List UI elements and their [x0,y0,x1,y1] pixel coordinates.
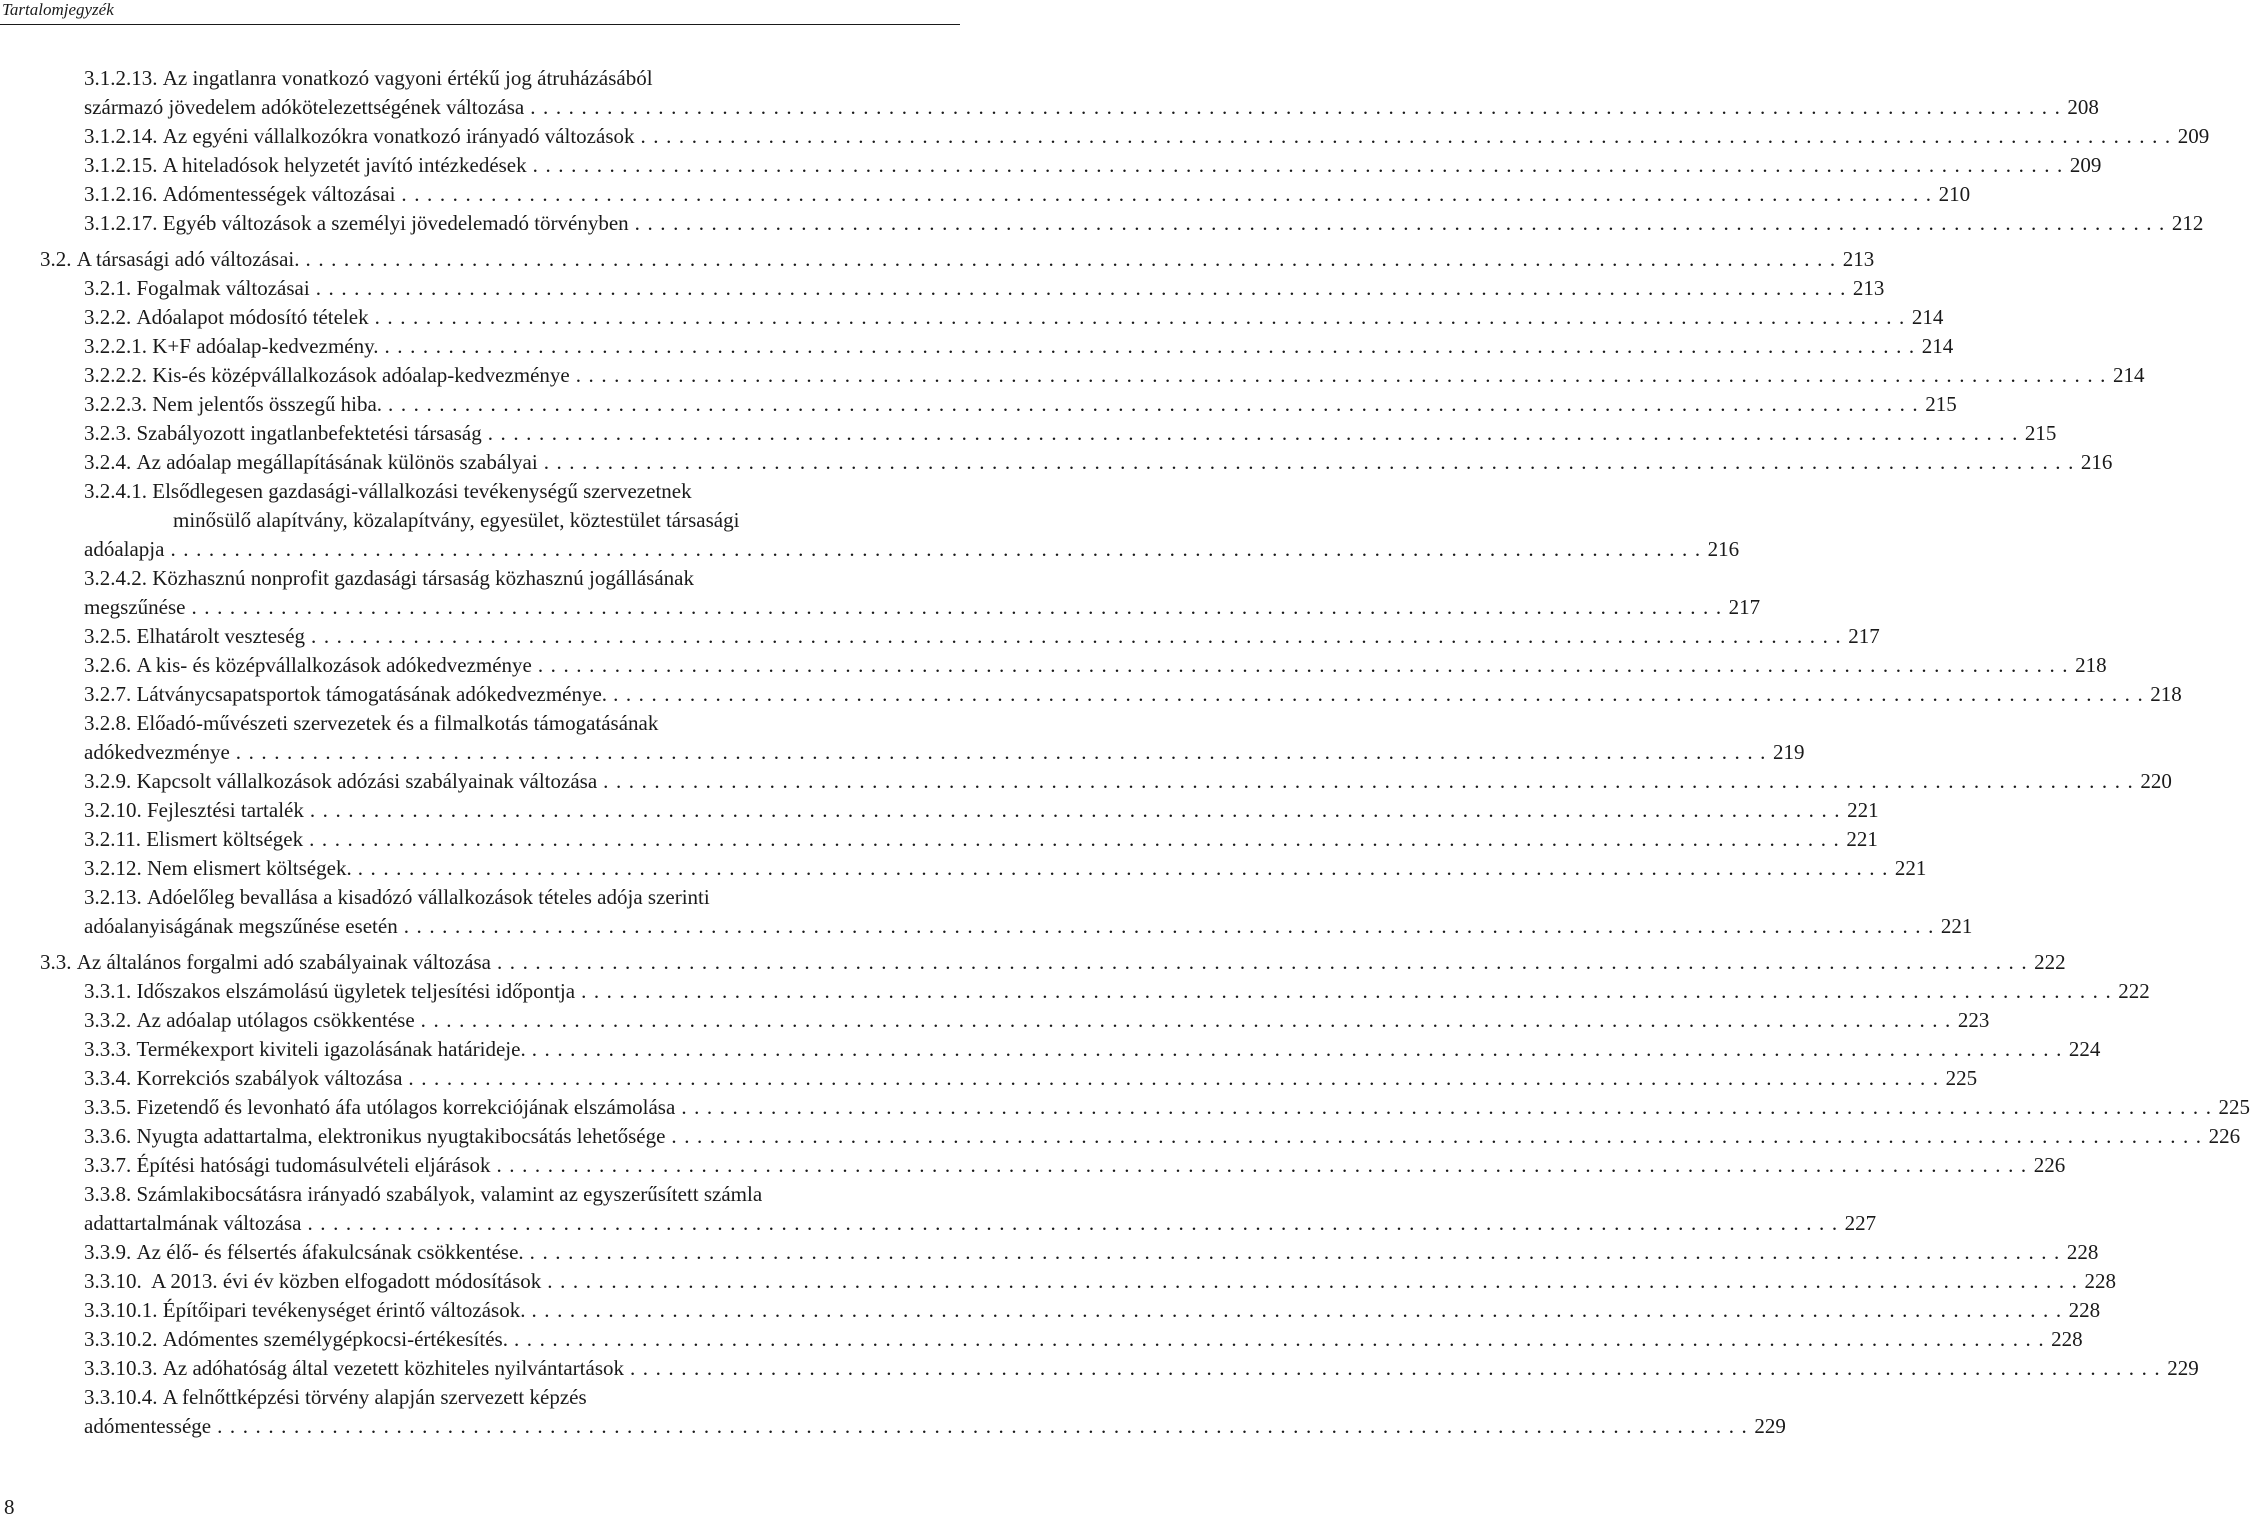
toc-entry[interactable] [84,1064,1978,1093]
toc-entry-page: 219 [1772,740,1805,764]
toc-entry[interactable] [84,151,2102,180]
toc-entry-title: Építőipari tevékenységet érintő változások. [162,1298,526,1322]
dot-leader: ........................................................................................................................ [496,1153,2034,1177]
toc-entry[interactable] [84,854,1927,883]
toc-entry-title: Közhasznú nonprofit gazdasági társaság közhasznú jogállásának [152,566,694,590]
toc-entry-title: Építési hatósági tudomásulvételi eljárások [136,1153,491,1177]
toc-entry-number: 3.2.4. [84,450,137,474]
toc-entry-page: 221 [1894,856,1927,880]
toc-entry-number: 3.3.8. [84,1182,137,1206]
dot-leader: ........................................................................................................................ [420,1008,1958,1032]
toc-entry-page: 209 [2069,153,2102,177]
dot-leader: ........................................................................................................................ [575,363,2113,387]
toc-entry-page: 212 [2171,211,2204,235]
toc-entry-title: Elismert költségek [146,827,304,851]
toc-entry[interactable] [84,448,2113,477]
toc-entry-page: 217 [1728,595,1761,619]
dot-leader: ........................................................................................................................ [309,827,1847,851]
dot-leader: ........................................................................................................................ [547,1269,2085,1293]
toc-entry[interactable] [84,651,2107,680]
toc-entry[interactable] [84,1093,2250,1122]
toc-entry-number: 3.2.9. [84,769,137,793]
toc-entry-number: 3.2.4.1. [84,479,153,503]
toc-entry[interactable] [84,303,1944,332]
toc-entry-title: A felnőttképzési törvény alapján szervezett képzés [162,1385,587,1409]
dot-leader: ........................................................................................................................ [630,1356,2168,1380]
dot-leader: ........................................................................................................................ [401,182,1939,206]
dot-leader: ........................................................................................................................ [603,769,2141,793]
dot-leader: ........................................................................................................................ [532,153,2070,177]
toc-entry-title: Szabályozott ingatlanbefektetési társaság [136,421,482,445]
toc-entry[interactable] [84,361,2145,390]
toc-entry-number: 3.2.2.2. [84,363,153,387]
toc-entry-title: Az adóalap megállapításának különös szabályai [136,450,538,474]
toc-entry-page: 213 [1842,247,1875,271]
dot-leader: ........................................................................................................................ [307,1211,1845,1235]
dot-leader: ........................................................................................................................ [217,1414,1755,1438]
toc-entry-page: 216 [1707,537,1740,561]
toc-entry-page: 224 [2068,1037,2101,1061]
toc-entry-number: 3.2.6. [84,653,137,677]
toc-entry-title: Az adóhatóság által vezetett közhiteles nyilvántartások [162,1356,624,1380]
toc-entry-number: 3.3.10.2. [84,1327,163,1351]
dot-leader: ........................................................................................................................ [408,1066,1946,1090]
toc-entry-number: 3.2.12. [84,856,147,880]
toc-entry-title: Látványcsapatsportok támogatásának adókedvezménye. [136,682,608,706]
toc-entry-title: adattartalmának változása [84,1211,302,1235]
toc-entry-number: 3.2.3. [84,421,137,445]
dot-leader: ........................................................................................................................ [388,392,1926,416]
toc-entry-title: Nem jelentős összegű hiba. [152,392,383,416]
toc-entry-page: 228 [2066,1240,2099,1264]
toc-entry-title: Egyéb változások a személyi jövedelemadó törvényben [162,211,629,235]
toc-entry-number: 3.2.2.1. [84,334,153,358]
toc-entry-page: 222 [2034,950,2066,974]
toc-entry[interactable] [84,564,1761,622]
dot-leader: ........................................................................................................................ [487,421,2025,445]
dot-leader: ........................................................................................................................ [191,595,1729,619]
toc-entry-title: Időszakos elszámolású ügyletek teljesítési időpontja [136,979,576,1003]
dot-leader: ........................................................................................................................ [315,276,1853,300]
toc-entry[interactable] [84,680,2182,709]
dot-leader: ........................................................................................................................ [384,334,1922,358]
toc-entry-number: 3.1.2.17. [84,211,163,235]
toc-entry-number: 3.3.10.3. [84,1356,163,1380]
toc-entry[interactable] [84,1006,1990,1035]
toc-entry-title: Adóelőleg bevallása a kisadózó vállalkozások tételes adója szerinti [147,885,710,909]
dot-leader: ........................................................................................................................ [309,798,1848,822]
dot-leader: ........................................................................................................................ [531,1298,2069,1322]
toc-entry-number: 3.3.10.1. [84,1298,163,1322]
page-number: 8 [4,1495,15,1519]
toc-entry-number: 3.1.2.13. [84,66,163,90]
toc-entry-page: 208 [2067,95,2099,119]
toc-entry-number: 3.2.11. [84,827,147,851]
toc-entry[interactable] [84,419,2057,448]
toc-entry-number: 3.2.7. [84,682,137,706]
toc-entry-title: Adómentességek változásai [162,182,396,206]
toc-entry-title: adóalanyiságának megszűnése esetén [84,914,398,938]
toc-entry-number: 3.3.4. [84,1066,137,1090]
toc-entry-page: 218 [2075,653,2107,677]
toc-entry-title: Előadó-művészeti szervezetek és a filmalkotás támogatásának [136,711,659,735]
toc-entry[interactable] [84,622,1880,651]
toc-entry[interactable] [84,1325,2083,1354]
dot-leader: ........................................................................................................................ [403,914,1941,938]
toc-entry-page: 210 [1938,182,1971,206]
toc-entry-title: adóalapja [84,537,165,561]
dot-leader: ........................................................................................................................ [513,1327,2052,1351]
dot-leader: ........................................................................................................................ [640,124,2178,148]
toc-entry[interactable] [84,825,1878,854]
toc-entry-title: K+F adóalap-kedvezmény. [152,334,379,358]
toc-entry-number: 3.2.2. [84,305,137,329]
toc-entry[interactable] [84,209,2204,238]
header-title: Tartalomjegyzék [2,0,114,19]
toc-entry[interactable] [84,1296,2101,1325]
toc-entry-page: 218 [2150,682,2182,706]
toc-entry-title: Adóalapot módosító tételek [136,305,369,329]
toc-entry-page: 225 [2218,1095,2250,1119]
toc-entry-page: 229 [1754,1414,1786,1438]
toc-entry-title: Fogalmak változásai [136,276,310,300]
toc-entry-title: Kapcsolt vállalkozások adózási szabályainak változása [136,769,598,793]
toc-entry-number: 3.3.1. [84,979,137,1003]
toc-entry-number: 3.2.8. [84,711,137,735]
dot-leader: ........................................................................................................................ [311,624,1849,648]
toc-entry[interactable] [84,767,2172,796]
toc-entry-page: 217 [1848,624,1880,648]
toc-entry-title: Nyugta adattartalma, elektronikus nyugtakibocsátás lehetősége [136,1124,666,1148]
toc-entry-page: 225 [1945,1066,1978,1090]
toc-entry[interactable] [84,180,1971,209]
toc-entry[interactable] [84,64,2099,122]
toc-entry[interactable] [84,977,2150,1006]
toc-entry-number: 3.3.10. [84,1269,147,1293]
toc-entry-number: 3.3.2. [84,1008,137,1032]
toc-entry-title: A társasági adó változásai. [76,247,300,271]
toc-entry-title: Korrekciós szabályok változása [136,1066,403,1090]
toc-entry-page: 214 [1911,305,1944,329]
dot-leader: ........................................................................................................................ [671,1124,2209,1148]
toc-entry-page: 214 [2112,363,2145,387]
dot-leader: ........................................................................................................................ [305,247,1843,271]
toc-entry[interactable] [84,1151,2066,1180]
dot-leader: ........................................................................................................................ [613,682,2151,706]
toc-entry[interactable] [84,1180,1877,1238]
toc-entry[interactable] [84,332,1954,361]
toc-entry-page: 216 [2080,450,2113,474]
toc-entry-title: Az általános forgalmi adó szabályainak változása [76,950,491,974]
toc-entry-title: Elhatárolt veszteség [136,624,306,648]
dot-leader: ........................................................................................................................ [543,450,2081,474]
toc-entry-title: A kis- és középvállalkozások adókedvezménye [136,653,532,677]
toc-entry[interactable] [40,245,1875,274]
toc-entry-title: származó jövedelem adókötelezettségének változása [84,95,525,119]
toc-entry-title: Kis-és középvállalkozások adóalap-kedvezménye [152,363,570,387]
toc-entry-title: Az egyéni vállalkozókra vonatkozó irányadó változások [162,124,635,148]
toc-entry-title: Elsődlegesen gazdasági-vállalkozási tevékenységű szervezetnek [152,479,692,503]
toc-entry[interactable] [84,1267,2116,1296]
dot-leader: ........................................................................................................................ [531,1037,2069,1061]
toc-entry-number: 3.1.2.16. [84,182,163,206]
toc-entry-title: Adómentes személygépkocsi-értékesítés. [162,1327,508,1351]
dot-leader: ........................................................................................................................ [235,740,1773,764]
toc-entry-page: 221 [1847,798,1879,822]
toc-entry[interactable] [84,390,1957,419]
toc-entry-number: 3.1.2.14. [84,124,163,148]
toc-entry-number: 3.2.2.3. [84,392,153,416]
toc-entry-title: Az élő- és félsertés áfakulcsának csökkentése. [136,1240,524,1264]
toc-entry-title: Fejlesztési tartalék [147,798,304,822]
toc-entry[interactable] [84,883,1973,941]
toc-entry-number: 3.3.5. [84,1095,137,1119]
toc-entry-title: A hiteladósok helyzetét javító intézkedések [162,153,527,177]
toc-entry-title: Az ingatlanra vonatkozó vagyoni értékű jog átruházásából [162,66,653,90]
toc-entry-page: 221 [1846,827,1878,851]
toc-entry-number: 3.2.10. [84,798,147,822]
toc-entry-page: 228 [2068,1298,2101,1322]
toc-entry-page: 215 [1925,392,1957,416]
dot-leader: ........................................................................................................................ [581,979,2119,1003]
toc-entry[interactable] [84,709,1805,767]
toc-entry[interactable] [84,796,1879,825]
toc-entry-page: 228 [2084,1269,2116,1293]
toc-entry-title: minősülő alapítvány, közalapítvány, egyesület, köztestület társasági [173,508,740,532]
toc-entry-title: adómentessége [84,1414,212,1438]
dot-leader: ........................................................................................................................ [634,211,2172,235]
toc-entry-page: 214 [1921,334,1954,358]
toc-entry-number: 3.2.5. [84,624,137,648]
toc-entry-number: 3.3.7. [84,1153,137,1177]
toc-entry[interactable] [40,948,2066,977]
dot-leader: ........................................................................................................................ [681,1095,2219,1119]
toc-entry-page: 229 [2167,1356,2199,1380]
toc-entry-number: 3.2.4.2. [84,566,153,590]
toc-entry[interactable] [84,1238,2099,1267]
toc-entry-page: 228 [2051,1327,2083,1351]
toc-entry-title: Az adóalap utólagos csökkentése [136,1008,415,1032]
toc-entry-title: Fizetendő és levonható áfa utólagos korrekciójának elszámolása [136,1095,676,1119]
toc-entry[interactable] [84,1035,2101,1064]
toc-entry[interactable] [84,477,1740,564]
dot-leader: ........................................................................................................................ [496,950,2035,974]
toc-entry-page: 220 [2140,769,2172,793]
toc-entry-number: 3.2.1. [84,276,137,300]
toc-entry[interactable] [84,274,1885,303]
toc-entry[interactable] [84,1354,2199,1383]
toc-entry-title: Termékexport kiviteli igazolásának határideje. [136,1037,526,1061]
toc-entry-number: 3.3.10.4. [84,1385,163,1409]
dot-leader: ........................................................................................................................ [537,653,2076,677]
dot-leader: ........................................................................................................................ [374,305,1912,329]
toc-entry-title: adókedvezménye [84,740,230,764]
dot-leader: ........................................................................................................................ [530,95,2068,119]
dot-leader: ........................................................................................................................ [357,856,1895,880]
toc-entry-number: 3.1.2.15. [84,153,163,177]
toc-entry-number: 3.3.9. [84,1240,137,1264]
toc-entry-page: 223 [1957,1008,1990,1032]
toc-entry-page: 209 [2177,124,2210,148]
toc-entry-page: 222 [2118,979,2150,1003]
toc-entry-title: megszűnése [84,595,186,619]
toc-entry-page: 215 [2024,421,2057,445]
toc-entry-page: 221 [1940,914,1973,938]
toc-entry[interactable] [84,1122,2241,1151]
toc-entry-page: 227 [1844,1211,1877,1235]
toc-entry-title: Számlakibocsátásra irányadó szabályok, valamint az egyszerűsített számla [136,1182,763,1206]
toc-entry-title: A 2013. évi év közben elfogadott módosítások [147,1269,542,1293]
dot-leader: ........................................................................................................................ [170,537,1708,561]
toc-entry-page: 226 [2208,1124,2241,1148]
toc-entry-number: 3.2.13. [84,885,147,909]
toc-entry-number: 3.2. [40,247,77,271]
toc-entry-number: 3.3.6. [84,1124,137,1148]
toc-entry-number: 3.3. [40,950,77,974]
toc-entry-number: 3.3.3. [84,1037,137,1061]
toc-entry-page: 213 [1852,276,1885,300]
header-rule [0,24,960,25]
dot-leader: ........................................................................................................................ [529,1240,2067,1264]
toc-entry-page: 226 [2033,1153,2066,1177]
toc-entry-title: Nem elismert költségek. [147,856,352,880]
toc-entry[interactable] [84,122,2210,151]
toc-entry[interactable] [84,1383,1786,1441]
